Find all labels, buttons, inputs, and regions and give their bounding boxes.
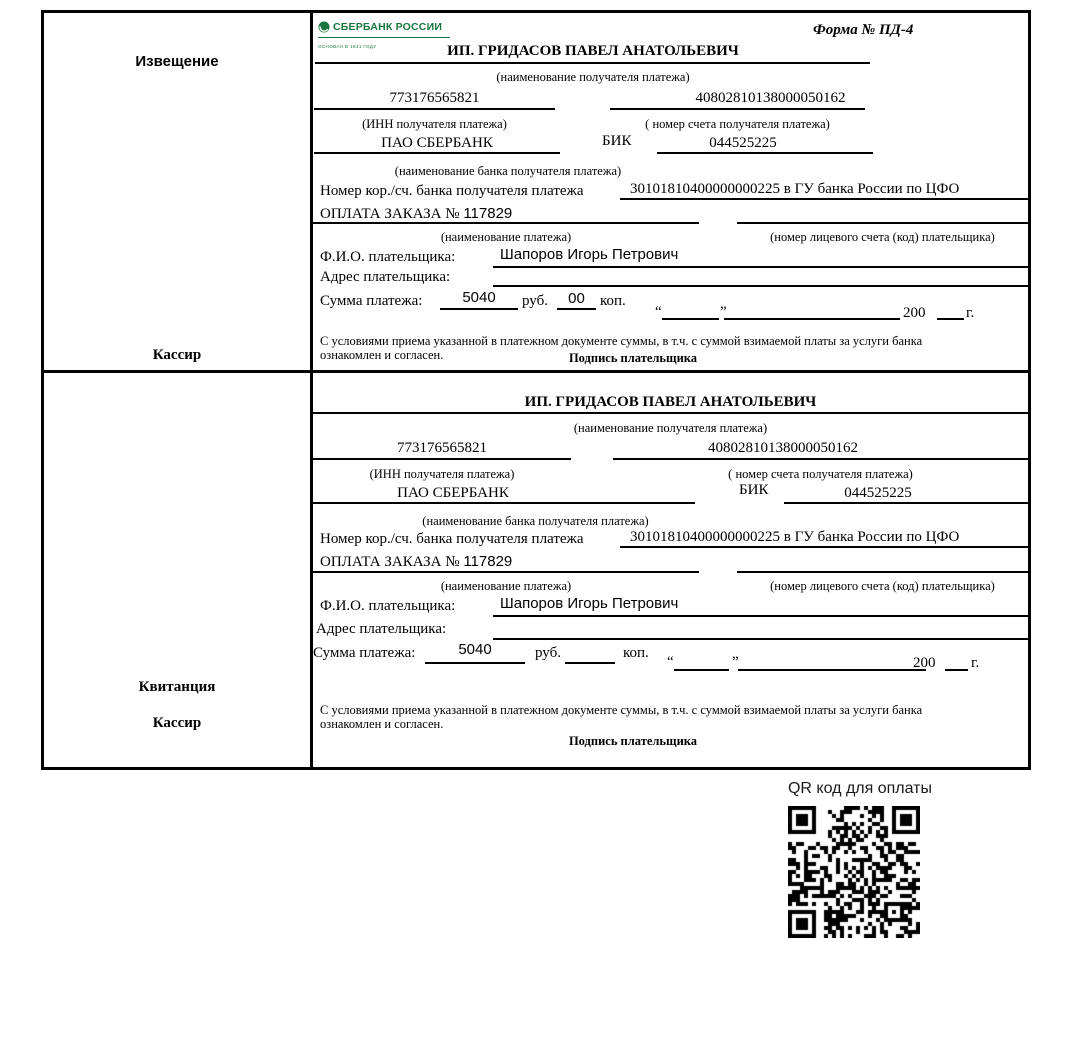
sum-kop-underline xyxy=(557,308,596,310)
qr-code xyxy=(788,806,920,938)
notice-right-cell xyxy=(313,13,1028,370)
payer-fio-underline xyxy=(493,615,1028,617)
agreement-line2: ознакомлен и согласен. xyxy=(320,348,444,362)
recipient-inn-hint: (ИНН получателя платежа) xyxy=(369,467,515,481)
notice-left-cell xyxy=(44,13,313,370)
sberbank-logo-head xyxy=(318,19,450,38)
payer-signature-label: Подпись плательщика xyxy=(568,734,698,748)
payer-fio-value: Шапоров Игорь Петрович xyxy=(500,595,679,612)
sum-kop-underline xyxy=(565,662,615,664)
bank-name-hint: (наименование банка получателя платежа) xyxy=(394,164,622,178)
personal-account-hint: (номер лицевого счета (код) плательщика) xyxy=(770,230,995,244)
payer-address-label: Адрес плательщика: xyxy=(316,621,447,637)
date-close-quote: ” xyxy=(720,304,727,320)
corr-account-label: Номер кор./сч. банка получателя платежа xyxy=(320,531,584,547)
bank-name-underline xyxy=(313,502,695,504)
payment-name-underline xyxy=(313,571,699,573)
corr-account-underline xyxy=(620,546,1028,548)
personal-account-underline xyxy=(737,571,1028,573)
corr-account-underline xyxy=(620,198,1028,200)
recipient-name-underline xyxy=(315,62,870,64)
date-year-suffix: г. xyxy=(966,305,975,321)
qr-label: QR код для оплаты xyxy=(787,780,932,797)
receipt-section xyxy=(44,373,1028,767)
recipient-inn-value: 773176565821 xyxy=(389,90,480,106)
order-number-value: 117829 xyxy=(463,553,513,570)
receipt-section-label: Квитанция xyxy=(138,679,216,695)
sum-kop-value: 00 xyxy=(568,290,585,307)
agreement-line2: ознакомлен и согласен. xyxy=(320,717,444,731)
bank-name-value: ПАО СБЕРБАНК xyxy=(381,135,493,151)
recipient-name-underline xyxy=(313,412,1028,414)
payer-fio-value: Шапоров Игорь Петрович xyxy=(500,246,679,263)
date-month-underline xyxy=(738,669,926,671)
payment-purpose xyxy=(320,206,512,222)
bik-underline xyxy=(657,152,873,154)
sberbank-logo-text: СБЕРБАНК РОССИИ xyxy=(333,21,443,33)
corr-account-value: 30101810400000000225 в ГУ банка России по ЦФО xyxy=(630,181,960,197)
payment-name-hint: (наименование платежа) xyxy=(440,579,572,593)
payer-address-underline xyxy=(493,285,1028,287)
date-year-underline xyxy=(945,669,968,671)
form-number: Форма № ПД-4 xyxy=(813,22,914,38)
sum-rub-underline xyxy=(440,308,518,310)
payer-fio-label: Ф.И.О. плательщика: xyxy=(320,249,456,265)
bank-name-value: ПАО СБЕРБАНК xyxy=(397,485,509,501)
payer-fio-underline xyxy=(493,266,1028,268)
sum-rub-value: 5040 xyxy=(458,641,492,658)
personal-account-underline xyxy=(737,222,1028,224)
recipient-name: ИП. ГРИДАСОВ ПАВЕЛ АНАТОЛЬЕВИЧ xyxy=(524,394,817,410)
recipient-account-underline xyxy=(610,108,865,110)
payment-purpose-label: ОПЛАТА ЗАКАЗА № xyxy=(320,554,460,570)
bank-name-hint: (наименование банка получателя платежа) xyxy=(422,514,649,528)
date-year-prefix: 200 xyxy=(903,305,926,321)
date-close-quote: ” xyxy=(732,654,739,670)
payer-fio-label: Ф.И.О. плательщика: xyxy=(320,598,456,614)
date-year-underline xyxy=(937,318,964,320)
sum-label: Сумма платежа: xyxy=(313,645,416,661)
sberbank-logo-tagline: ОСНОВАН В 1841 ГОДУ xyxy=(318,44,377,49)
recipient-name: ИП. ГРИДАСОВ ПАВЕЛ АНАТОЛЬЕВИЧ xyxy=(447,43,739,59)
bik-label: БИК xyxy=(602,133,632,149)
date-year-prefix: 200 xyxy=(913,655,936,671)
order-number-value: 117829 xyxy=(463,205,513,222)
recipient-inn-hint: (ИНН получателя платежа) xyxy=(362,117,507,131)
notice-section-label: Извещение xyxy=(135,53,219,70)
receipt-left-cell xyxy=(44,373,313,767)
sum-rub-underline xyxy=(425,662,525,664)
notice-cashier-label: Кассир xyxy=(152,347,202,363)
recipient-inn-underline xyxy=(313,458,571,460)
date-year-suffix: г. xyxy=(971,655,980,671)
sum-rub-value: 5040 xyxy=(462,289,496,306)
pd4-form-table xyxy=(41,10,1031,770)
kop-label: коп. xyxy=(600,293,626,309)
payer-address-label: Адрес плательщика: xyxy=(320,269,451,285)
kop-label: коп. xyxy=(623,645,649,661)
payment-name-underline xyxy=(313,222,699,224)
sberbank-circle-icon xyxy=(318,21,330,33)
rub-label: руб. xyxy=(522,293,548,309)
date-open-quote: “ xyxy=(667,654,674,670)
receipt-right-cell xyxy=(313,373,1028,767)
payment-purpose-label: ОПЛАТА ЗАКАЗА № xyxy=(320,206,460,222)
date-day-underline xyxy=(674,669,729,671)
recipient-name-hint: (наименование получателя платежа) xyxy=(573,421,768,435)
recipient-account-underline xyxy=(613,458,1028,460)
agreement-line1: С условиями приема указанной в платежном документе суммы, в т.ч. с суммой взимаемой платы за услуги банка xyxy=(320,703,923,717)
payment-purpose xyxy=(320,554,512,570)
agreement-line1: С условиями приема указанной в платежном документе суммы, в т.ч. с суммой взимаемой платы за услуги банка xyxy=(320,334,923,348)
sum-label: Сумма платежа: xyxy=(320,293,423,309)
bank-name-underline xyxy=(314,152,560,154)
bik-value: 044525225 xyxy=(709,135,777,151)
payer-address-underline xyxy=(493,638,1028,640)
date-day-underline xyxy=(662,318,719,320)
bik-label: БИК xyxy=(739,482,769,498)
recipient-account-hint: ( номер счета получателя платежа) xyxy=(645,117,830,131)
bik-value: 044525225 xyxy=(844,485,912,501)
corr-account-value: 30101810400000000225 в ГУ банка России по ЦФО xyxy=(630,529,960,545)
corr-account-label: Номер кор./сч. банка получателя платежа xyxy=(320,183,584,199)
notice-section xyxy=(44,13,1028,373)
recipient-account-value: 40802810138000050162 xyxy=(695,90,846,106)
payer-signature-label: Подпись плательщика xyxy=(568,351,698,365)
date-month-underline xyxy=(724,318,900,320)
recipient-account-hint: ( номер счета получателя платежа) xyxy=(728,467,913,481)
payment-name-hint: (наименование платежа) xyxy=(440,230,572,244)
recipient-name-hint: (наименование получателя платежа) xyxy=(496,70,690,84)
rub-label: руб. xyxy=(535,645,561,661)
bik-underline xyxy=(784,502,1028,504)
recipient-account-value: 40802810138000050162 xyxy=(708,440,858,456)
recipient-inn-underline xyxy=(314,108,555,110)
date-open-quote: “ xyxy=(655,304,662,320)
receipt-cashier-label: Кассир xyxy=(152,715,202,731)
personal-account-hint: (номер лицевого счета (код) плательщика) xyxy=(770,579,995,593)
recipient-inn-value: 773176565821 xyxy=(397,440,487,456)
